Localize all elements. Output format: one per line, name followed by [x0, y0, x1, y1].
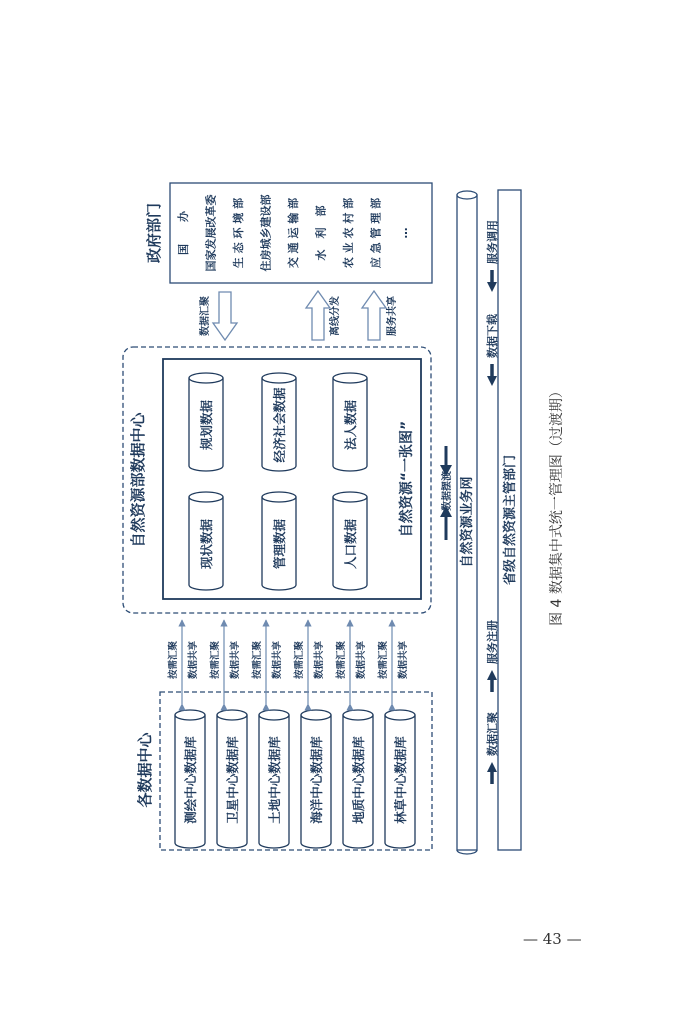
link-label-gather: 按需汇聚 [168, 640, 179, 680]
link-label-share: 数据共享 [314, 640, 325, 680]
government-item: 农 业 农 村 部 [342, 197, 355, 269]
provincial-arrow-label: 服务注册 [486, 620, 499, 664]
database-label: 人口数据 [343, 518, 358, 570]
link-label-share: 数据共享 [356, 640, 367, 680]
business-network-label: 自然资源业务网 [460, 476, 475, 568]
government-list [176, 195, 410, 272]
download-arrow [487, 376, 497, 386]
link-label-gather: 按需汇聚 [252, 640, 263, 680]
one-map-label: 自然资源“一张图” [399, 420, 415, 538]
data-center-label: 卫星中心数据库 [225, 736, 240, 824]
government-item: 国家发展改革委 [204, 194, 218, 272]
download-arrow [487, 282, 497, 292]
service-share-arrow [362, 291, 386, 340]
database-label: 规划数据 [199, 399, 214, 451]
data-center-label: 测绘中心数据库 [183, 736, 198, 824]
data-center-label: 林草中心数据库 [393, 736, 408, 824]
figure-caption: 图 4 数据集中式统一管理图（过渡期） [549, 384, 565, 626]
government-item: 交 通 运 输 部 [287, 197, 300, 269]
provincial-arrow-label: 数据汇聚 [486, 712, 499, 756]
government-item: 国 办 [177, 211, 190, 255]
link-label-share: 数据共享 [398, 640, 409, 680]
link-label-gather: 按需汇聚 [294, 640, 305, 680]
data-centers-title: 各数据中心 [136, 732, 154, 808]
government-item: … [397, 227, 410, 239]
gov-arrow-label-2: 服务共享 [387, 296, 398, 336]
link-label-share: 数据共享 [188, 640, 199, 680]
link-label-gather: 按需汇聚 [378, 640, 389, 680]
provincial-label: 省级自然资源主管部门 [503, 454, 518, 586]
government-item: 应 急 管 理 部 [369, 197, 383, 269]
link-label-gather: 按需汇聚 [336, 640, 347, 680]
data-ferry-arrows [440, 446, 453, 540]
offline-distribute-arrow [306, 291, 330, 340]
government-title: 政府部门 [145, 202, 163, 264]
database-label: 管理数据 [272, 518, 287, 570]
data-centers-group [167, 620, 415, 848]
government-item: 水 利 部 [314, 205, 328, 261]
link-label-share: 数据共享 [272, 640, 283, 680]
gov-arrow-label-0: 数据汇聚 [200, 296, 211, 336]
gov-arrow-label-1: 离线分发 [330, 296, 341, 336]
provincial-arrows [485, 220, 499, 784]
link-label-share: 数据共享 [230, 640, 241, 680]
ministry-center-title: 自然资源部数据中心 [129, 412, 147, 548]
data-center-label: 地质中心数据库 [351, 736, 366, 824]
provincial-arrow-label: 服务调用 [486, 220, 499, 264]
provincial-arrow-label: 数据下载 [486, 314, 499, 358]
database-label: 现状数据 [199, 518, 214, 570]
data-ferry-label: 数据摆渡 [442, 471, 453, 511]
government-item: 生 态 环 境 部 [232, 197, 245, 269]
data-gather-arrow [213, 292, 237, 340]
government-item: 住房城乡建设部 [259, 194, 273, 272]
database-label: 经济社会数据 [272, 387, 287, 463]
page-number: — 43 — [523, 930, 582, 948]
government-arrows [198, 291, 398, 340]
data-center-label: 土地中心数据库 [267, 736, 282, 824]
link-label-gather: 按需汇聚 [210, 640, 221, 680]
upload-arrow [487, 670, 497, 680]
upload-arrow [487, 762, 497, 772]
data-center-label: 海洋中心数据库 [309, 736, 324, 824]
database-label: 法人数据 [343, 399, 358, 451]
